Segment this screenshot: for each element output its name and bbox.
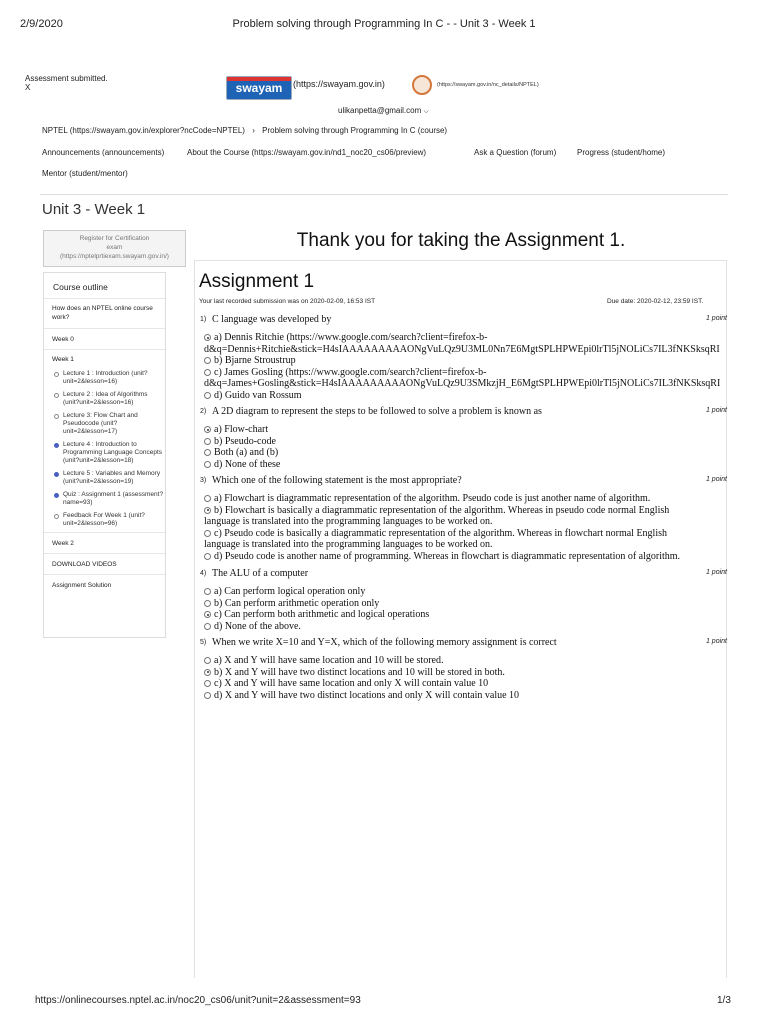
- print-url: https://onlinecourses.nptel.ac.in/noc20_cs06/unit?unit=2&assessment=93: [35, 995, 361, 1006]
- answer-option[interactable]: [204, 436, 752, 448]
- radio-icon[interactable]: [204, 553, 211, 560]
- swayam-link[interactable]: (https://swayam.gov.in): [293, 79, 385, 89]
- option-text: a) Flow-chart: [214, 424, 269, 435]
- question-points: 1 point: [705, 476, 727, 483]
- radio-selected-icon[interactable]: [204, 611, 211, 618]
- option-text: d) None of these: [214, 458, 281, 470]
- lesson-status-icon: [54, 393, 59, 398]
- answer-option[interactable]: [204, 447, 752, 459]
- option-text: a) Flowchart is diagrammatic representation of the algorithm. Pseudo code is just another name of algorithm.: [214, 493, 651, 504]
- option-text: a) Dennis Ritchie (https://www.google.com/search?client=firefox-b-: [214, 332, 488, 343]
- swayam-logo-text: swayam: [235, 81, 283, 95]
- lesson-status-icon: [54, 372, 59, 377]
- nptel-link[interactable]: (https://swayam.gov.in/nc_details/NPTEL): [437, 82, 539, 88]
- question-number: 2): [200, 408, 207, 415]
- question-text: C language was developed by: [212, 314, 332, 325]
- radio-icon[interactable]: [204, 530, 211, 537]
- option-text: d&q=James+Gosling&stick=H4sIAAAAAAAAAONgVuLQz9U3SMkzjH_E6MgtSPLHPWEpi0lrTl5jNOLiCs7IL3fNKSksqRI: [204, 378, 721, 389]
- breadcrumb: [42, 126, 447, 135]
- option-text: b) Can perform arithmetic operation only: [214, 597, 380, 609]
- lesson-status-icon: [54, 414, 59, 419]
- radio-selected-icon[interactable]: [204, 507, 211, 514]
- lesson-label: Lecture 5 : Variables and Memory (unit?unit=2&lesson=19): [63, 470, 161, 485]
- radio-icon[interactable]: [204, 680, 211, 687]
- radio-icon[interactable]: [204, 600, 211, 607]
- option-text: b) Flowchart is basically a diagrammatic representation of the algorithm. Whereas in pseudo code normal English: [214, 504, 670, 516]
- nav-announcements[interactable]: Announcements (announcements): [42, 148, 165, 157]
- lesson-status-icon: [54, 443, 59, 448]
- option-text: c) X and Y will have same location and only X will contain value 10: [214, 678, 489, 689]
- question-points: 1 point: [705, 569, 727, 576]
- question-text: When we write X=10 and Y=X, which of the following memory assignment is correct: [212, 637, 557, 648]
- sidebar-lesson[interactable]: [52, 491, 165, 507]
- radio-icon[interactable]: [204, 623, 211, 630]
- sidebar-lesson[interactable]: [52, 512, 165, 528]
- sidebar-outline-title: Course outline: [44, 273, 165, 299]
- sidebar-item-week1[interactable]: [44, 350, 165, 533]
- question-points: 1 point: [705, 638, 727, 645]
- option-text: language is translated into the programming languages to be worked on.: [204, 516, 493, 527]
- radio-icon[interactable]: [204, 461, 211, 468]
- answer-option[interactable]: [204, 505, 752, 528]
- question-text: A 2D diagram to represent the steps to be followed to solve a problem is known as: [212, 406, 542, 417]
- radio-icon[interactable]: [204, 588, 211, 595]
- radio-selected-icon[interactable]: [204, 426, 211, 433]
- lesson-status-icon: [54, 514, 59, 519]
- option-text: c) Pseudo code is basically a diagrammatic representation of the algorithm. Whereas in flowchart normal English: [214, 527, 668, 539]
- answer-option[interactable]: [204, 424, 752, 436]
- answer-option[interactable]: [204, 332, 752, 355]
- nav-progress[interactable]: Progress (student/home): [577, 148, 666, 157]
- answer-option[interactable]: [204, 586, 752, 598]
- lesson-status-icon: [54, 493, 59, 498]
- breadcrumb-root[interactable]: NPTEL (https://swayam.gov.in/explorer?ncCode=NPTEL): [42, 126, 245, 135]
- swayam-logo[interactable]: [226, 76, 292, 100]
- breadcrumb-separator: ›: [252, 126, 255, 135]
- week1-label: Week 1: [52, 356, 74, 363]
- unit-title: Unit 3 - Week 1: [42, 201, 146, 218]
- radio-icon[interactable]: [204, 657, 211, 664]
- option-text: b) X and Y will have two distinct locations and 10 will be stored in both.: [214, 666, 505, 678]
- sidebar-lesson[interactable]: [52, 470, 165, 486]
- breadcrumb-course[interactable]: Problem solving through Programming In C (course): [262, 126, 448, 135]
- thank-you-heading: Thank you for taking the Assignment 1.: [296, 230, 626, 251]
- answer-option[interactable]: [204, 690, 752, 702]
- option-text: b) Pseudo-code: [214, 435, 276, 447]
- option-text: Both (a) and (b): [214, 447, 279, 458]
- option-text: language is translated into the programming languages to be worked on.: [204, 539, 493, 550]
- option-text: d) X and Y will have two distinct locations and only X will contain value 10: [214, 689, 520, 701]
- radio-icon[interactable]: [204, 357, 211, 364]
- question-text: Which one of the following statement is the most appropriate?: [212, 475, 462, 486]
- option-text: a) Can perform logical operation only: [214, 586, 366, 597]
- submission-info: Your last recorded submission was on 2020-02-09, 16:53 IST: [199, 298, 376, 305]
- sidebar-item-solution[interactable]: Assignment Solution: [52, 582, 112, 589]
- register-line2: exam: [106, 244, 123, 251]
- answer-option[interactable]: [204, 678, 752, 690]
- option-text: d) Pseudo code is another name of programming. Whereas in flowchart is diagrammatic representation of algorithm.: [214, 550, 681, 562]
- lesson-label: Lecture 2 : Idea of Algorithms (unit?unit=2&lesson=16): [63, 391, 148, 406]
- sidebar-lesson[interactable]: [52, 370, 165, 386]
- answer-option[interactable]: [204, 609, 752, 621]
- option-text: d) Guido van Rossum: [214, 389, 302, 401]
- radio-icon[interactable]: [204, 369, 211, 376]
- nav-ask-question[interactable]: Ask a Question (forum): [474, 148, 557, 157]
- register-certification-button[interactable]: [43, 230, 186, 267]
- user-email: ulikanpetta@gmail.com: [338, 106, 422, 115]
- lesson-label: Lecture 3: Flow Chart and Pseudocode (unit?unit=2&lesson=17): [63, 412, 138, 435]
- answer-option[interactable]: [204, 621, 752, 633]
- answer-option[interactable]: [204, 598, 752, 610]
- nav-about[interactable]: About the Course (https://swayam.gov.in/nd1_noc20_cs06/preview): [187, 148, 427, 157]
- answer-option[interactable]: [204, 655, 752, 667]
- course-outline-sidebar: [43, 272, 166, 638]
- answer-option[interactable]: [204, 667, 752, 679]
- radio-icon[interactable]: [204, 692, 211, 699]
- user-menu[interactable]: [338, 106, 429, 116]
- nptel-logo-icon[interactable]: [412, 75, 432, 95]
- divider: [40, 194, 728, 195]
- answer-option[interactable]: [204, 528, 752, 551]
- print-title: Problem solving through Programming In C - - Unit 3 - Week 1: [232, 18, 536, 30]
- question-points: 1 point: [705, 315, 727, 322]
- notice-text: Assessment submitted.: [25, 74, 108, 83]
- answer-option[interactable]: [204, 367, 752, 390]
- radio-icon[interactable]: [204, 392, 211, 399]
- chevron-down-icon: ⌵: [423, 108, 429, 115]
- assignment-title: Assignment 1: [199, 271, 315, 292]
- question-number: 4): [200, 570, 207, 577]
- radio-selected-icon[interactable]: [204, 669, 211, 676]
- print-page-number: 1/3: [717, 995, 731, 1006]
- register-line1: Register for Certification: [79, 235, 150, 242]
- answer-option[interactable]: [204, 390, 752, 402]
- lesson-label: Lecture 1 : Introduction (unit?unit=2&lesson=16): [63, 370, 148, 385]
- sidebar-lesson[interactable]: [52, 412, 165, 436]
- sidebar-item-week2[interactable]: Week 2: [44, 533, 165, 554]
- sidebar-lesson[interactable]: [52, 441, 165, 465]
- option-text: a) X and Y will have same location and 10 will be stored.: [214, 655, 444, 666]
- question-text: The ALU of a computer: [212, 568, 309, 579]
- sidebar-item-how[interactable]: How does an NPTEL online course work?: [44, 299, 165, 329]
- question-points: 1 point: [705, 407, 727, 414]
- question-number: 5): [200, 639, 207, 646]
- lesson-label: Feedback For Week 1 (unit?unit=2&lesson=96): [63, 512, 145, 527]
- nav-mentor[interactable]: Mentor (student/mentor): [42, 169, 128, 178]
- notice-close-button[interactable]: X: [25, 83, 31, 92]
- radio-icon[interactable]: [204, 495, 211, 502]
- sidebar-item-downloads[interactable]: DOWNLOAD VIDEOS: [44, 554, 165, 575]
- option-text: c) Can perform both arithmetic and logical operations: [214, 609, 430, 620]
- radio-icon[interactable]: [204, 449, 211, 456]
- answer-option[interactable]: [204, 551, 752, 563]
- answer-option[interactable]: [204, 459, 752, 471]
- sidebar-lesson[interactable]: [52, 391, 165, 407]
- lesson-label: Quiz : Assignment 1 (assessment?name=93): [63, 491, 164, 506]
- print-date: 2/9/2020: [20, 18, 63, 30]
- lesson-label: Lecture 4 : Introduction to Programming Language Concepts (unit?unit=2&lesson=18): [63, 441, 163, 464]
- assessment-notice: [25, 74, 108, 92]
- question-number: 1): [200, 316, 207, 323]
- answer-option[interactable]: [204, 355, 752, 367]
- register-line3: (https://nptelprtiexam.swayam.gov.in/): [60, 253, 169, 260]
- question-number: 3): [200, 477, 207, 484]
- option-text: c) James Gosling (https://www.google.com/search?client=firefox-b-: [214, 366, 487, 378]
- due-date: Due date: 2020-02-12, 23:59 IST.: [607, 298, 704, 305]
- radio-selected-icon[interactable]: [204, 334, 211, 341]
- lesson-status-icon: [54, 472, 59, 477]
- option-text: b) Bjarne Stroustrup: [214, 355, 296, 366]
- answer-option[interactable]: [204, 493, 752, 505]
- radio-icon[interactable]: [204, 438, 211, 445]
- sidebar-item-week0[interactable]: Week 0: [44, 329, 165, 350]
- option-text: d&q=Dennis+Ritchie&stick=H4sIAAAAAAAAAONgVuLQz9U3ML0Nn7E6MgtSPLHPWEpi0lrTl5jNOLiCs7IL3fNKSksqRI: [204, 343, 720, 355]
- option-text: d) None of the above.: [214, 620, 301, 632]
